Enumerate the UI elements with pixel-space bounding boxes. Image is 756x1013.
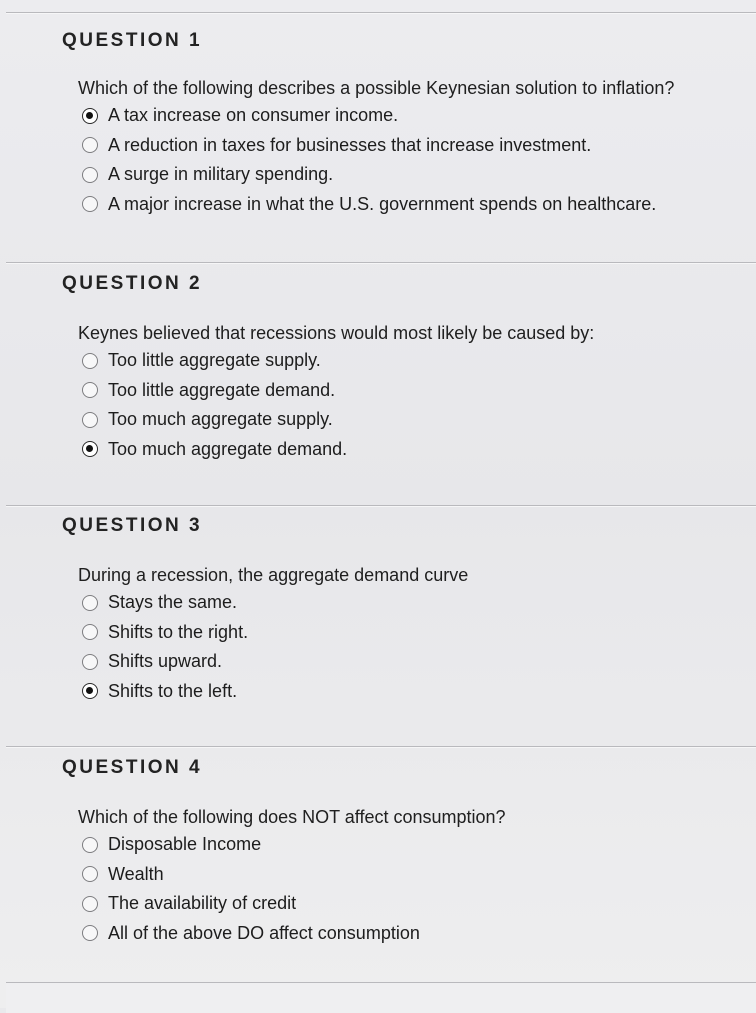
question-text: Which of the following does NOT affect consumption?	[78, 807, 506, 827]
answer-label: Too little aggregate demand.	[108, 379, 336, 400]
section-divider	[6, 505, 756, 506]
radio-button[interactable]	[82, 837, 98, 853]
radio-button-selected[interactable]	[82, 683, 98, 699]
question-header: QUESTION 1	[62, 30, 203, 51]
question-4	[60, 757, 740, 948]
question-2	[60, 273, 740, 464]
answer-option[interactable]	[82, 889, 740, 919]
answer-option[interactable]	[82, 190, 740, 220]
answer-option[interactable]	[82, 618, 740, 648]
radio-button-selected[interactable]	[82, 441, 98, 457]
section-divider	[6, 746, 756, 747]
next-question-section	[6, 982, 756, 1013]
radio-button[interactable]	[82, 595, 98, 611]
answer-label: Wealth	[108, 863, 164, 884]
answer-option[interactable]	[82, 160, 740, 190]
radio-button[interactable]	[82, 624, 98, 640]
question-3	[60, 515, 740, 706]
answer-label: Too little aggregate supply.	[108, 350, 321, 371]
question-text: Keynes believed that recessions would most likely be caused by:	[78, 323, 595, 343]
answer-option[interactable]	[82, 101, 740, 131]
radio-button[interactable]	[82, 167, 98, 183]
answer-option[interactable]	[82, 376, 740, 406]
radio-button[interactable]	[82, 925, 98, 941]
answer-option[interactable]	[82, 647, 740, 677]
answer-options	[82, 588, 740, 706]
answer-options	[82, 101, 740, 219]
radio-button[interactable]	[82, 196, 98, 212]
answer-options	[82, 830, 740, 948]
answer-label: Disposable Income	[108, 834, 262, 855]
question-text: During a recession, the aggregate demand curve	[78, 565, 469, 585]
radio-button-selected[interactable]	[82, 108, 98, 124]
section-divider	[6, 12, 756, 13]
answer-label: Shifts to the right.	[108, 621, 249, 642]
question-header: QUESTION 2	[62, 273, 203, 294]
answer-option[interactable]	[82, 346, 740, 376]
answer-label: Stays the same.	[108, 592, 238, 613]
radio-button[interactable]	[82, 137, 98, 153]
radio-button[interactable]	[82, 896, 98, 912]
radio-button[interactable]	[82, 866, 98, 882]
question-header: QUESTION 3	[62, 515, 203, 536]
radio-button[interactable]	[82, 654, 98, 670]
answer-option[interactable]	[82, 131, 740, 161]
answer-label: Too much aggregate supply.	[108, 409, 333, 430]
answer-label: The availability of credit	[108, 893, 297, 914]
answer-option[interactable]	[82, 860, 740, 890]
answer-label: A reduction in taxes for businesses that increase investment.	[108, 134, 592, 155]
question-1	[60, 30, 740, 219]
answer-option[interactable]	[82, 677, 740, 707]
answer-label: All of the above DO affect consumption	[108, 922, 420, 943]
answer-option[interactable]	[82, 405, 740, 435]
question-header: QUESTION 4	[62, 757, 203, 778]
question-text: Which of the following describes a possible Keynesian solution to inflation?	[78, 78, 675, 98]
answer-label: Shifts upward.	[108, 651, 223, 672]
section-divider	[6, 262, 756, 263]
answer-option[interactable]	[82, 435, 740, 465]
answer-label: A major increase in what the U.S. government spends on healthcare.	[108, 193, 657, 214]
answer-label: A tax increase on consumer income.	[108, 105, 399, 126]
answer-option[interactable]	[82, 588, 740, 618]
answer-label: A surge in military spending.	[108, 164, 334, 185]
radio-button[interactable]	[82, 412, 98, 428]
radio-button[interactable]	[82, 353, 98, 369]
radio-button[interactable]	[82, 382, 98, 398]
answer-label: Too much aggregate demand.	[108, 438, 348, 459]
answer-option[interactable]	[82, 919, 740, 949]
answer-options	[82, 346, 740, 464]
answer-option[interactable]	[82, 830, 740, 860]
answer-label: Shifts to the left.	[108, 680, 238, 701]
